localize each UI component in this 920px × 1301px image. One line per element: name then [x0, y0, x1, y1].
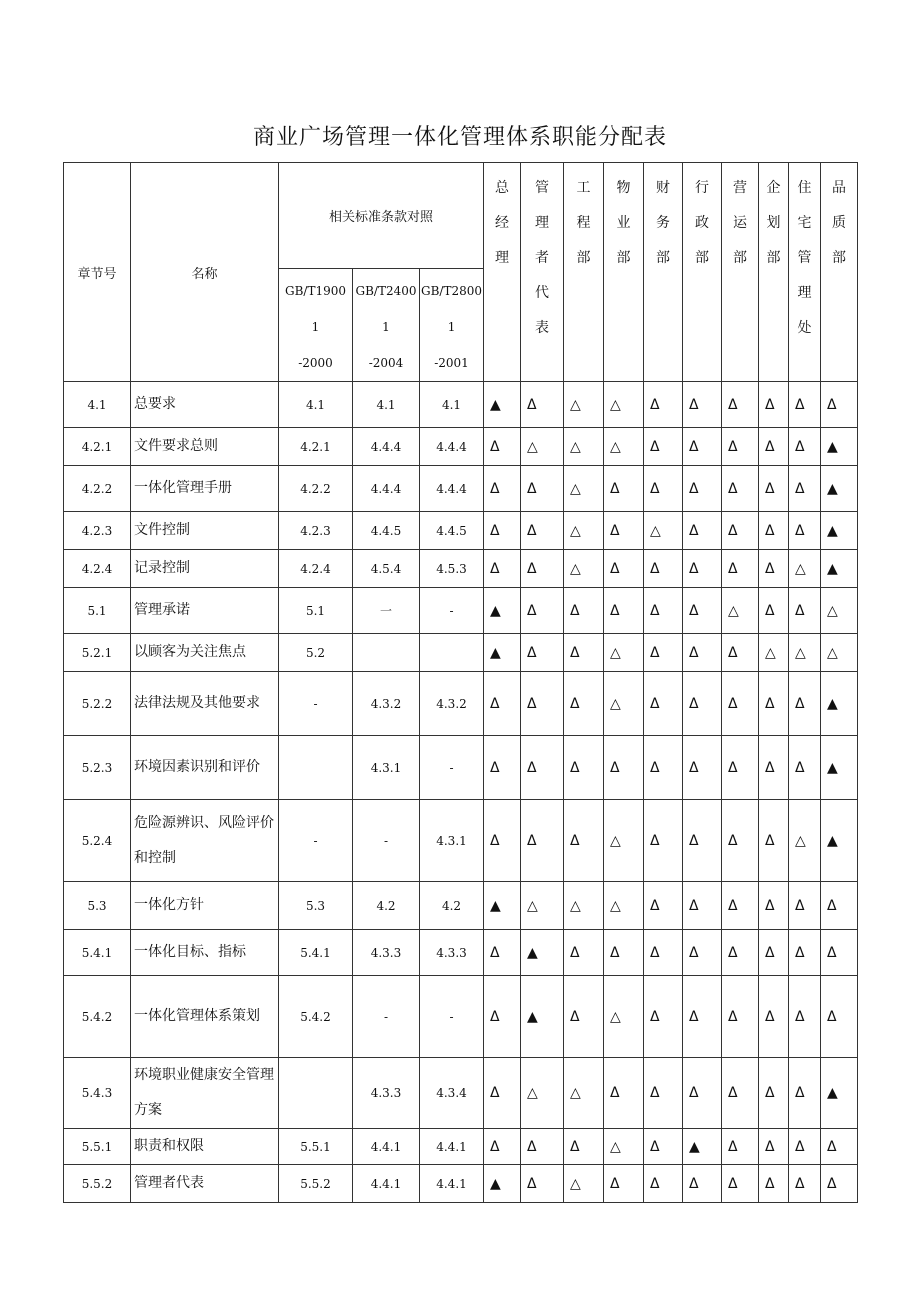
mark-cell: Δ [484, 466, 521, 512]
mark-cell: Δ [722, 550, 759, 588]
mark-cell: Δ [789, 428, 821, 466]
header-dept-operations: 营 运 部 [722, 163, 759, 382]
mark-cell: Δ [759, 976, 789, 1058]
mark-cell: Δ [644, 976, 683, 1058]
mark-cell: ▲ [821, 1058, 858, 1129]
name-cell: 一体化方针 [131, 882, 279, 930]
mark-cell: Δ [521, 672, 564, 736]
mark-cell: Δ [521, 588, 564, 634]
header-dept-planning: 企 划 部 [759, 163, 789, 382]
mark-cell: Δ [821, 930, 858, 976]
mark-cell: Δ [564, 736, 604, 800]
mark-cell: Δ [722, 1165, 759, 1203]
mark-cell: Δ [564, 976, 604, 1058]
mark-cell: Δ [722, 672, 759, 736]
name-cell: 一体化管理手册 [131, 466, 279, 512]
std2-cell: 4.4.1 [353, 1129, 420, 1165]
mark-cell: Δ [789, 736, 821, 800]
std3-cell: 4.4.1 [420, 1165, 484, 1203]
mark-cell: Δ [759, 800, 789, 882]
mark-cell: Δ [604, 1058, 644, 1129]
name-cell: 法律法规及其他要求 [131, 672, 279, 736]
mark-cell: △ [789, 634, 821, 672]
mark-cell: Δ [521, 634, 564, 672]
mark-cell: Δ [722, 428, 759, 466]
chapter-cell: 5.2.1 [64, 634, 131, 672]
mark-cell: Δ [789, 382, 821, 428]
std1-cell: 4.2.3 [279, 512, 353, 550]
mark-cell: △ [604, 976, 644, 1058]
mark-cell: Δ [683, 382, 722, 428]
mark-cell: Δ [683, 550, 722, 588]
mark-cell: ▲ [821, 428, 858, 466]
table-row [64, 736, 858, 800]
mark-cell: Δ [722, 1058, 759, 1129]
mark-cell: △ [604, 672, 644, 736]
std2-cell: 4.4.4 [353, 428, 420, 466]
mark-cell: △ [644, 512, 683, 550]
mark-cell: Δ [484, 672, 521, 736]
mark-cell: Δ [759, 550, 789, 588]
std1-cell: 4.2.1 [279, 428, 353, 466]
table-row [64, 1058, 858, 1129]
mark-cell: Δ [564, 588, 604, 634]
mark-cell: Δ [759, 1165, 789, 1203]
mark-cell: Δ [604, 588, 644, 634]
chapter-cell: 5.4.3 [64, 1058, 131, 1129]
mark-cell: Δ [521, 512, 564, 550]
mark-cell: Δ [644, 428, 683, 466]
mark-cell: △ [759, 634, 789, 672]
mark-cell: Δ [644, 1165, 683, 1203]
std2-cell: 一 [353, 588, 420, 634]
chapter-cell: 5.5.2 [64, 1165, 131, 1203]
mark-cell: Δ [759, 1129, 789, 1165]
mark-cell: Δ [789, 976, 821, 1058]
mark-cell: Δ [484, 736, 521, 800]
mark-cell: Δ [521, 736, 564, 800]
mark-cell: Δ [683, 736, 722, 800]
mark-cell: Δ [759, 588, 789, 634]
table-row [64, 976, 858, 1058]
mark-cell: Δ [644, 736, 683, 800]
mark-cell: ▲ [484, 634, 521, 672]
mark-cell: Δ [683, 428, 722, 466]
mark-cell: △ [521, 428, 564, 466]
mark-cell: Δ [722, 736, 759, 800]
chapter-cell: 4.2.3 [64, 512, 131, 550]
mark-cell: Δ [722, 800, 759, 882]
mark-cell: ▲ [683, 1129, 722, 1165]
std2-cell: - [353, 976, 420, 1058]
mark-cell: Δ [484, 512, 521, 550]
mark-cell: Δ [683, 512, 722, 550]
chapter-cell: 5.2.3 [64, 736, 131, 800]
mark-cell: △ [564, 1058, 604, 1129]
mark-cell: ▲ [521, 930, 564, 976]
mark-cell: ▲ [821, 466, 858, 512]
mark-cell: △ [521, 882, 564, 930]
mark-cell: Δ [759, 930, 789, 976]
mark-cell: △ [521, 1058, 564, 1129]
mark-cell: Δ [683, 882, 722, 930]
std1-cell: 5.5.1 [279, 1129, 353, 1165]
mark-cell: Δ [722, 382, 759, 428]
mark-cell: ▲ [484, 588, 521, 634]
table-row [64, 1129, 858, 1165]
name-cell: 环境因素识别和评价 [131, 736, 279, 800]
chapter-cell: 4.2.2 [64, 466, 131, 512]
mark-cell: Δ [821, 1129, 858, 1165]
chapter-cell: 5.1 [64, 588, 131, 634]
mark-cell: Δ [821, 882, 858, 930]
name-cell: 危险源辨识、风险评价和控制 [131, 800, 279, 882]
std2-cell: 4.3.3 [353, 1058, 420, 1129]
chapter-cell: 4.2.4 [64, 550, 131, 588]
std2-cell: 4.3.1 [353, 736, 420, 800]
mark-cell: Δ [644, 1058, 683, 1129]
mark-cell: △ [564, 428, 604, 466]
mark-cell: Δ [564, 930, 604, 976]
mark-cell: △ [564, 882, 604, 930]
chapter-cell: 5.4.2 [64, 976, 131, 1058]
chapter-cell: 5.5.1 [64, 1129, 131, 1165]
name-cell: 管理者代表 [131, 1165, 279, 1203]
mark-cell: ▲ [484, 382, 521, 428]
mark-cell: △ [604, 800, 644, 882]
std3-cell: 4.4.4 [420, 466, 484, 512]
mark-cell: ▲ [821, 800, 858, 882]
mark-cell: Δ [484, 550, 521, 588]
std2-cell: 4.3.2 [353, 672, 420, 736]
mark-cell: △ [604, 634, 644, 672]
std2-cell: 4.4.5 [353, 512, 420, 550]
header-standards: 相关标准条款对照 [279, 163, 484, 269]
mark-cell: Δ [683, 976, 722, 1058]
mark-cell: △ [604, 882, 644, 930]
mark-cell: Δ [564, 800, 604, 882]
mark-cell: △ [821, 588, 858, 634]
mark-cell: Δ [521, 382, 564, 428]
mark-cell: Δ [521, 1165, 564, 1203]
mark-cell: Δ [644, 672, 683, 736]
std3-cell: 4.3.4 [420, 1058, 484, 1129]
function-allocation-table [63, 162, 858, 1203]
header-dept-engineering: 工 程 部 [564, 163, 604, 382]
table-row [64, 466, 858, 512]
header-dept-quality: 品 质 部 [821, 163, 858, 382]
mark-cell: Δ [722, 512, 759, 550]
mark-cell: ▲ [821, 550, 858, 588]
std3-cell: 4.2 [420, 882, 484, 930]
mark-cell: Δ [683, 466, 722, 512]
mark-cell: Δ [564, 1129, 604, 1165]
mark-cell: Δ [759, 466, 789, 512]
std1-cell: 5.3 [279, 882, 353, 930]
std3-cell: - [420, 736, 484, 800]
mark-cell: ▲ [821, 512, 858, 550]
mark-cell: △ [789, 800, 821, 882]
mark-cell: Δ [644, 466, 683, 512]
mark-cell: Δ [604, 512, 644, 550]
chapter-cell: 5.2.4 [64, 800, 131, 882]
mark-cell: Δ [789, 1058, 821, 1129]
header-std-gbt28001: GB/T2800 1 -2001 [420, 269, 484, 382]
std3-cell: 4.4.5 [420, 512, 484, 550]
mark-cell: △ [789, 550, 821, 588]
mark-cell: Δ [604, 466, 644, 512]
mark-cell: △ [604, 1129, 644, 1165]
table-row [64, 588, 858, 634]
mark-cell: Δ [644, 588, 683, 634]
std2-cell: 4.4.4 [353, 466, 420, 512]
mark-cell: ▲ [821, 736, 858, 800]
mark-cell: Δ [789, 1129, 821, 1165]
header-dept-management-rep: 管 理 者 代 表 [521, 163, 564, 382]
std1-cell: - [279, 800, 353, 882]
mark-cell: Δ [789, 672, 821, 736]
chapter-cell: 4.2.1 [64, 428, 131, 466]
mark-cell: △ [564, 382, 604, 428]
mark-cell: Δ [521, 550, 564, 588]
mark-cell: Δ [683, 930, 722, 976]
table-row [64, 672, 858, 736]
mark-cell: △ [564, 550, 604, 588]
mark-cell: ▲ [821, 672, 858, 736]
mark-cell: Δ [644, 930, 683, 976]
name-cell: 以顾客为关注焦点 [131, 634, 279, 672]
mark-cell: Δ [484, 1058, 521, 1129]
table-row [64, 1165, 858, 1203]
mark-cell: ▲ [521, 976, 564, 1058]
mark-cell: Δ [604, 1165, 644, 1203]
mark-cell: Δ [821, 1165, 858, 1203]
std1-cell: 4.2.2 [279, 466, 353, 512]
mark-cell: Δ [604, 736, 644, 800]
mark-cell: ▲ [484, 882, 521, 930]
table-row [64, 512, 858, 550]
mark-cell: Δ [484, 428, 521, 466]
mark-cell: Δ [683, 1165, 722, 1203]
chapter-cell: 5.3 [64, 882, 131, 930]
std2-cell [353, 634, 420, 672]
std3-cell: - [420, 976, 484, 1058]
std3-cell: 4.3.1 [420, 800, 484, 882]
std3-cell [420, 634, 484, 672]
chapter-cell: 5.4.1 [64, 930, 131, 976]
mark-cell: Δ [521, 800, 564, 882]
header-dept-general-manager: 总 经 理 [484, 163, 521, 382]
mark-cell: Δ [789, 512, 821, 550]
mark-cell: Δ [759, 1058, 789, 1129]
mark-cell: Δ [789, 588, 821, 634]
name-cell: 一体化目标、指标 [131, 930, 279, 976]
mark-cell: Δ [789, 882, 821, 930]
table-row [64, 634, 858, 672]
mark-cell: Δ [789, 466, 821, 512]
std2-cell: - [353, 800, 420, 882]
header-dept-property: 物 业 部 [604, 163, 644, 382]
std3-cell: 4.5.3 [420, 550, 484, 588]
mark-cell: Δ [521, 466, 564, 512]
mark-cell: Δ [722, 1129, 759, 1165]
mark-cell: ▲ [484, 1165, 521, 1203]
std1-cell: 5.1 [279, 588, 353, 634]
page-title: 商业广场管理一体化管理体系职能分配表 [252, 125, 667, 150]
mark-cell: Δ [722, 634, 759, 672]
table-row [64, 550, 858, 588]
header-std-gbt24001: GB/T2400 1 -2004 [353, 269, 420, 382]
mark-cell: Δ [564, 634, 604, 672]
header-std-gbt19001: GB/T1900 1 -2000 [279, 269, 353, 382]
std2-cell: 4.2 [353, 882, 420, 930]
mark-cell: Δ [683, 800, 722, 882]
std2-cell: 4.5.4 [353, 550, 420, 588]
chapter-cell: 4.1 [64, 382, 131, 428]
mark-cell: Δ [683, 588, 722, 634]
mark-cell: Δ [759, 382, 789, 428]
mark-cell: Δ [722, 466, 759, 512]
name-cell: 文件要求总则 [131, 428, 279, 466]
table-row [64, 930, 858, 976]
table-row [64, 882, 858, 930]
std2-cell: 4.4.1 [353, 1165, 420, 1203]
mark-cell: Δ [644, 800, 683, 882]
mark-cell: Δ [683, 672, 722, 736]
mark-cell: △ [564, 466, 604, 512]
mark-cell: Δ [789, 930, 821, 976]
mark-cell: Δ [484, 800, 521, 882]
mark-cell: Δ [644, 1129, 683, 1165]
mark-cell: Δ [644, 382, 683, 428]
std2-cell: 4.1 [353, 382, 420, 428]
mark-cell: △ [604, 382, 644, 428]
header-chapter: 章节号 [64, 163, 131, 382]
table-row [64, 382, 858, 428]
mark-cell: Δ [644, 634, 683, 672]
mark-cell: Δ [759, 736, 789, 800]
mark-cell: Δ [484, 930, 521, 976]
header-dept-finance: 财 务 部 [644, 163, 683, 382]
mark-cell: Δ [604, 930, 644, 976]
mark-cell: Δ [564, 672, 604, 736]
mark-cell: Δ [722, 882, 759, 930]
mark-cell: Δ [759, 428, 789, 466]
name-cell: 记录控制 [131, 550, 279, 588]
mark-cell: Δ [644, 550, 683, 588]
std1-cell: - [279, 672, 353, 736]
mark-cell: Δ [789, 1165, 821, 1203]
std1-cell: 4.2.4 [279, 550, 353, 588]
mark-cell: △ [821, 634, 858, 672]
std1-cell: 5.5.2 [279, 1165, 353, 1203]
header-dept-admin: 行 政 部 [683, 163, 722, 382]
mark-cell: △ [604, 428, 644, 466]
mark-cell: Δ [821, 976, 858, 1058]
std1-cell [279, 736, 353, 800]
table-row [64, 428, 858, 466]
mark-cell: Δ [821, 382, 858, 428]
mark-cell: Δ [759, 512, 789, 550]
std3-cell: 4.3.2 [420, 672, 484, 736]
mark-cell: △ [722, 588, 759, 634]
mark-cell: Δ [484, 976, 521, 1058]
mark-cell: Δ [759, 672, 789, 736]
name-cell: 职责和权限 [131, 1129, 279, 1165]
name-cell: 环境职业健康安全管理方案 [131, 1058, 279, 1129]
std1-cell: 5.4.1 [279, 930, 353, 976]
mark-cell: △ [564, 1165, 604, 1203]
mark-cell: Δ [644, 882, 683, 930]
std3-cell: - [420, 588, 484, 634]
std1-cell: 5.2 [279, 634, 353, 672]
std2-cell: 4.3.3 [353, 930, 420, 976]
mark-cell: Δ [759, 882, 789, 930]
std1-cell: 4.1 [279, 382, 353, 428]
header-dept-residential: 住 宅 管 理 处 [789, 163, 821, 382]
mark-cell: Δ [722, 976, 759, 1058]
std3-cell: 4.4.4 [420, 428, 484, 466]
mark-cell: Δ [604, 550, 644, 588]
mark-cell: Δ [484, 1129, 521, 1165]
name-cell: 总要求 [131, 382, 279, 428]
mark-cell: △ [564, 512, 604, 550]
header-name: 名称 [131, 163, 279, 382]
name-cell: 一体化管理体系策划 [131, 976, 279, 1058]
mark-cell: Δ [722, 930, 759, 976]
table-row [64, 800, 858, 882]
std3-cell: 4.4.1 [420, 1129, 484, 1165]
mark-cell: Δ [683, 634, 722, 672]
name-cell: 文件控制 [131, 512, 279, 550]
chapter-cell: 5.2.2 [64, 672, 131, 736]
mark-cell: Δ [683, 1058, 722, 1129]
std3-cell: 4.3.3 [420, 930, 484, 976]
std1-cell: 5.4.2 [279, 976, 353, 1058]
mark-cell: Δ [521, 1129, 564, 1165]
std1-cell [279, 1058, 353, 1129]
name-cell: 管理承诺 [131, 588, 279, 634]
std3-cell: 4.1 [420, 382, 484, 428]
